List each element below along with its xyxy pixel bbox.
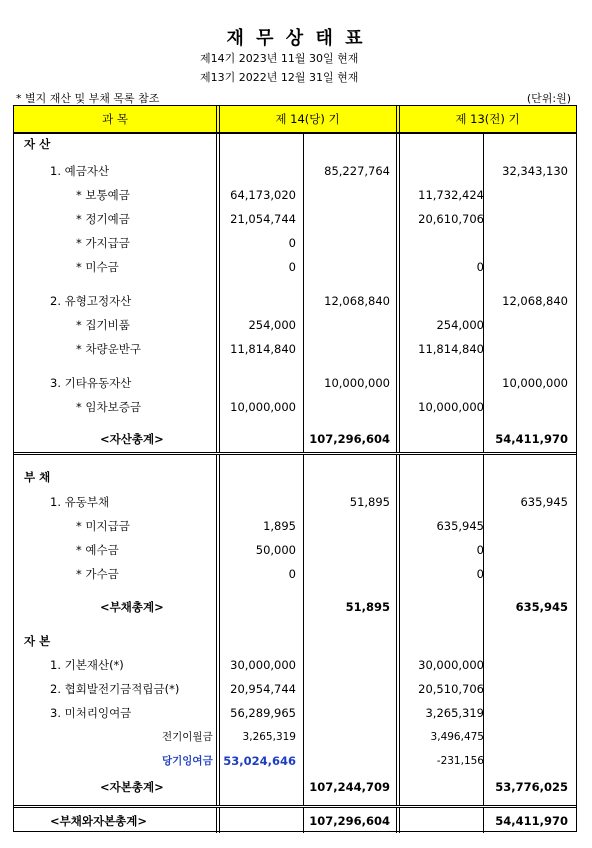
row-label: 3. 미처리잉여금	[50, 706, 132, 720]
cell-current-detail: 0	[288, 260, 296, 274]
row-label: * 차량운반구	[76, 342, 141, 356]
cell-current-subtotal: 12,068,840	[324, 294, 390, 308]
row-label: <부채와자본총계>	[50, 814, 148, 828]
header-previous: 제 13(전) 기	[455, 112, 520, 126]
cell-current-detail: 50,000	[255, 543, 296, 557]
row-label: * 정기예금	[76, 212, 130, 226]
cell-previous-detail: 20,510,706	[418, 682, 484, 696]
cell-current-subtotal: 10,000,000	[324, 376, 390, 390]
table-row	[14, 656, 576, 674]
previous-period: 제13기 2022년 12월 31일 현재	[200, 71, 359, 84]
cell-previous-detail: 635,945	[436, 519, 484, 533]
cell-previous-subtotal: 54,411,970	[495, 814, 568, 828]
row-label: 1. 유동부채	[50, 495, 110, 509]
cell-previous-subtotal: 53,776,025	[495, 780, 568, 794]
cell-current-detail: 10,000,000	[230, 400, 296, 414]
table-row	[14, 752, 576, 770]
table-row	[14, 316, 576, 334]
current-period: 제14기 2023년 11월 30일 현재	[200, 52, 359, 65]
table-row	[14, 234, 576, 252]
row-label: * 가수금	[76, 567, 119, 581]
table-row	[14, 680, 576, 698]
cell-current-detail: 30,000,000	[230, 658, 296, 672]
cell-current-detail: 254,000	[248, 318, 296, 332]
row-label: 자 산	[24, 137, 51, 151]
section-divider	[14, 805, 576, 808]
cell-previous-detail: 11,814,840	[418, 342, 484, 356]
cell-current-detail: 11,814,840	[230, 342, 296, 356]
row-label: <자산총계>	[100, 432, 164, 446]
table-row	[14, 493, 576, 511]
table-row	[14, 186, 576, 204]
row-label: 1. 예금자산	[50, 164, 110, 178]
row-label: * 집기비품	[76, 318, 130, 332]
cell-current-detail: 53,024,646	[223, 754, 296, 768]
table-row	[14, 632, 576, 650]
row-label: * 미수금	[76, 260, 119, 274]
cell-previous-subtotal: 635,945	[520, 495, 568, 509]
table-row	[14, 340, 576, 358]
table-row	[14, 468, 576, 486]
table-row	[14, 704, 576, 722]
cell-previous-subtotal: 54,411,970	[495, 432, 568, 446]
header-account: 과 목	[102, 112, 128, 126]
cell-previous-detail: 3,265,319	[425, 706, 484, 720]
row-label: 2. 협회발전기금적립금(*)	[50, 682, 180, 696]
cell-previous-detail: 11,732,424	[418, 188, 484, 202]
cell-current-subtotal: 107,296,604	[309, 432, 390, 446]
cell-previous-detail: -231,156	[436, 755, 484, 767]
row-label: * 미지급금	[76, 519, 130, 533]
row-label: * 임차보증금	[76, 400, 141, 414]
table-row	[14, 292, 576, 310]
cell-current-detail: 1,895	[263, 519, 296, 533]
cell-current-detail: 21,054,744	[230, 212, 296, 226]
cell-current-detail: 0	[288, 236, 296, 250]
row-label: 자 본	[24, 634, 51, 648]
row-label: * 가지급금	[76, 236, 130, 250]
cell-previous-detail: 20,610,706	[418, 212, 484, 226]
document-title: 재 무 상 태 표	[226, 28, 366, 49]
cell-previous-detail: 10,000,000	[418, 400, 484, 414]
cell-previous-detail: 0	[476, 567, 484, 581]
table-row	[14, 728, 576, 746]
balance-sheet-table	[13, 105, 577, 832]
table-row	[14, 258, 576, 276]
table-row	[14, 374, 576, 392]
table-row	[14, 398, 576, 416]
cell-current-subtotal: 51,895	[349, 495, 390, 509]
section-divider	[14, 452, 576, 455]
header-current: 제 14(당) 기	[275, 112, 340, 126]
row-label: <자본총계>	[100, 780, 164, 794]
cell-previous-detail: 0	[476, 543, 484, 557]
row-label: * 보통예금	[76, 188, 130, 202]
cell-current-subtotal: 107,244,709	[309, 780, 390, 794]
cell-current-detail: 20,954,744	[230, 682, 296, 696]
unit-label: (단위:원)	[526, 92, 571, 105]
cell-previous-detail: 0	[476, 260, 484, 274]
row-label: 1. 기본재산(*)	[50, 658, 124, 672]
table-row	[14, 162, 576, 180]
row-label: 당기잉여금	[162, 755, 213, 767]
cell-current-detail: 3,265,319	[242, 731, 296, 743]
cell-previous-subtotal: 32,343,130	[502, 164, 568, 178]
table-row	[14, 598, 576, 616]
row-label: 3. 기타유동자산	[50, 376, 132, 390]
cell-current-subtotal: 107,296,604	[309, 814, 390, 828]
cell-previous-subtotal: 10,000,000	[502, 376, 568, 390]
table-row	[14, 430, 576, 448]
row-label: 부 채	[24, 470, 51, 484]
row-label: 2. 유형고정자산	[50, 294, 132, 308]
table-header	[14, 106, 576, 134]
table-row	[14, 135, 576, 153]
table-row	[14, 541, 576, 559]
table-row	[14, 565, 576, 583]
cell-current-detail: 0	[288, 567, 296, 581]
cell-current-subtotal: 85,227,764	[324, 164, 390, 178]
table-row	[14, 778, 576, 796]
row-label: <부채총계>	[100, 600, 164, 614]
cell-previous-detail: 30,000,000	[418, 658, 484, 672]
row-label: * 예수금	[76, 543, 119, 557]
table-row	[14, 517, 576, 535]
cell-current-subtotal: 51,895	[345, 600, 390, 614]
reference-note: * 별지 재산 및 부채 목록 참조	[16, 92, 160, 105]
cell-previous-detail: 254,000	[436, 318, 484, 332]
cell-previous-detail: 3,496,475	[430, 731, 484, 743]
cell-current-detail: 56,289,965	[230, 706, 296, 720]
row-label: 전기이월금	[162, 731, 213, 743]
cell-current-detail: 64,173,020	[230, 188, 296, 202]
table-row	[14, 812, 576, 830]
cell-previous-subtotal: 12,068,840	[502, 294, 568, 308]
cell-previous-subtotal: 635,945	[515, 600, 568, 614]
table-row	[14, 210, 576, 228]
